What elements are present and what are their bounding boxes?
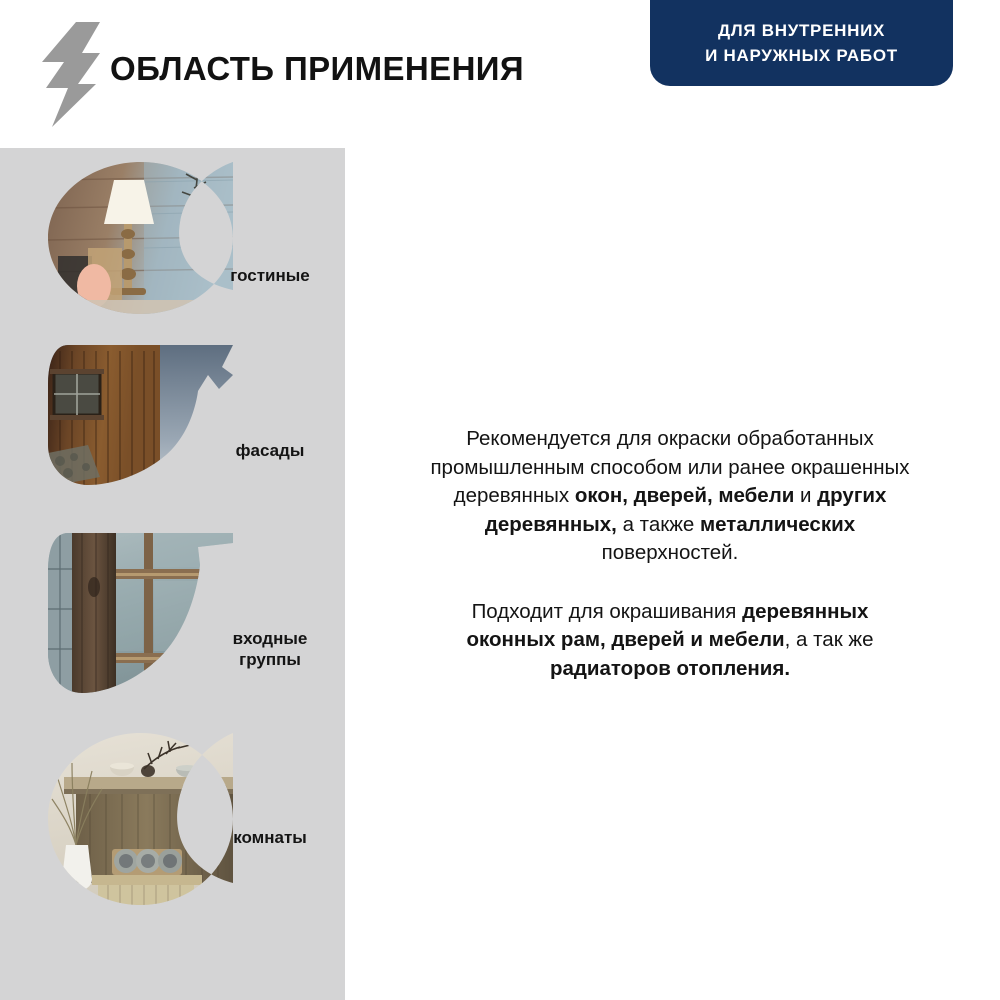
thumbnail-art-facades (48, 345, 233, 503)
page-header (0, 0, 1000, 148)
lightning-bolt-icon (38, 22, 100, 127)
thumbnail-facades (48, 345, 233, 503)
info-paragraph-1: Рекомендуется для окраски обработанных промышленным способом или ранее окрашенных деревянных окон, дверей, мебели и других деревянных, а также металлических поверхностей. (430, 427, 910, 564)
thumbnail-art-entrance-groups (48, 533, 233, 701)
usage-badge-line-1: ДЛЯ ВНУТРЕННИХ (717, 21, 886, 40)
gallery-panel (0, 148, 345, 1000)
gallery-label-living-rooms: гостиные (230, 266, 310, 285)
gallery-item-living-rooms[interactable] (0, 162, 345, 322)
thumbnail-rooms (48, 733, 233, 905)
gallery-label-entrance-groups: входные группы (232, 629, 308, 669)
page-title: ОБЛАСТЬ ПРИМЕНЕНИЯ (110, 50, 525, 87)
gallery-item-rooms[interactable] (0, 733, 345, 913)
thumbnail-entrance-groups (48, 533, 233, 701)
thumbnail-art-living-rooms (48, 162, 233, 314)
usage-badge-line-2: И НАРУЖНЫХ РАБОТ (705, 46, 898, 65)
gallery-item-facades[interactable] (0, 345, 345, 510)
info-column (430, 425, 910, 683)
info-paragraph-2: Подходит для окрашивания деревянных оконных рам, дверей и мебели, а так же радиаторов отопления. (466, 599, 874, 680)
usage-badge (650, 0, 953, 86)
thumbnail-living-rooms (48, 162, 233, 314)
gallery-item-entrance-groups[interactable] (0, 533, 345, 708)
thumbnail-art-rooms (48, 733, 233, 905)
gallery-label-rooms: комнаты (233, 828, 307, 847)
gallery-label-facades: фасады (235, 441, 305, 460)
